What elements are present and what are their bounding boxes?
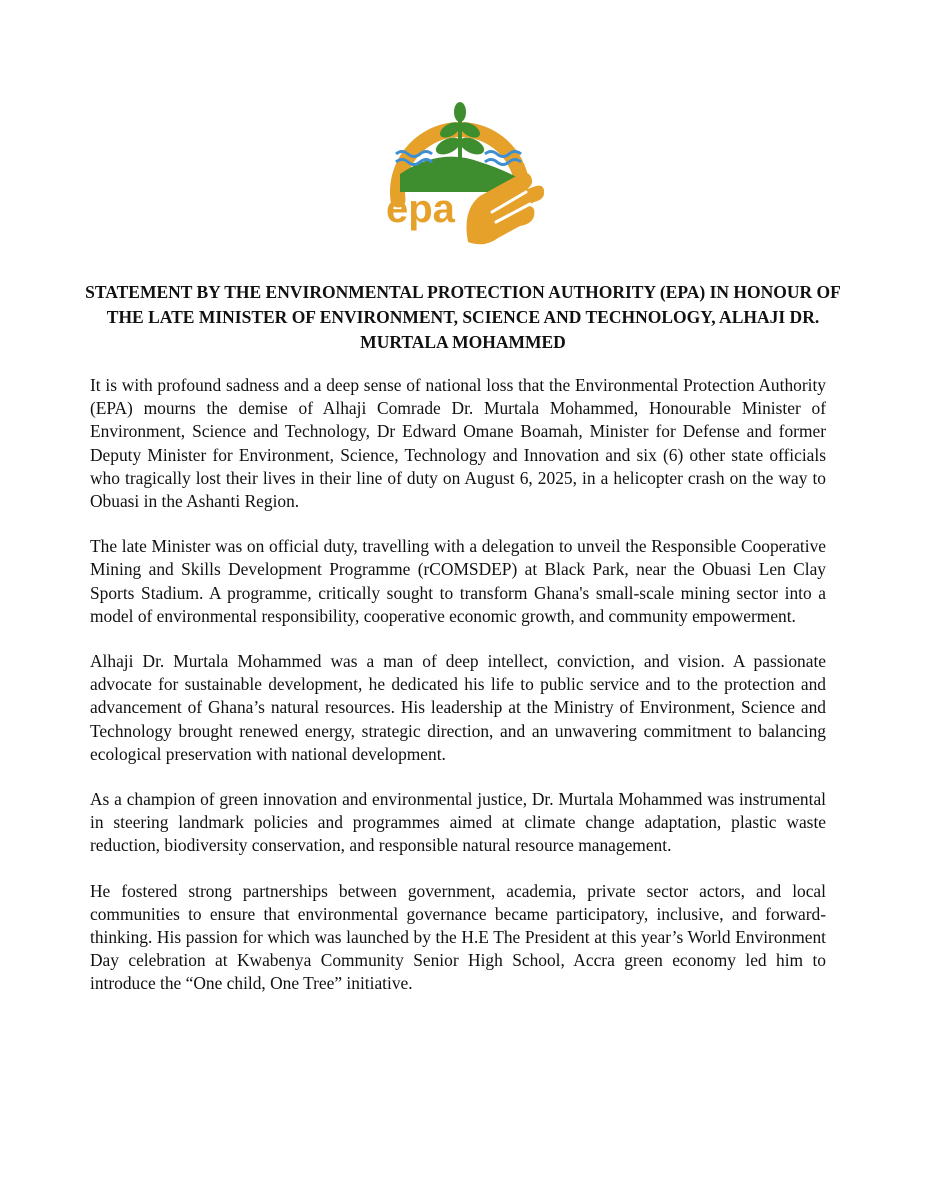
- logo-wordmark: epa: [386, 187, 455, 231]
- paragraph-4: As a champion of green innovation and environmental justice, Dr. Murtala Mohammed was instrumental in steering landmark policies and programmes aimed at climate change adaptation, plastic waste reduction, biodiversity conservation, and responsible natural resource management.: [90, 789, 826, 856]
- paragraph-2: The late Minister was on official duty, travelling with a delegation to unveil the Responsible Cooperative Mining and Skills Development Programme (rCOMSDEP) at Black Park, near the Obuasi Len Clay Sports Stadium. A programme, critically sought to transform Ghana's small-scale mining sector into a model of environmental responsibility, cooperative economic growth, and community empowerment.: [90, 536, 826, 626]
- epa-logo-icon: [370, 92, 550, 262]
- statement-body: [90, 374, 826, 1018]
- paragraph-5: He fostered strong partnerships between government, academia, private sector actors, and local communities to ensure that environmental governance became participatory, inclusive, and forward-thinking. His passion for which was launched by the H.E The President at this year’s World Environment Day celebration at Kwabenya Community Senior High School, Accra green economy led him to introduce the “One child, One Tree” initiative.: [90, 880, 826, 994]
- paragraph-1: It is with profound sadness and a deep sense of national loss that the Environmental Protection Authority (EPA) mourns the demise of Alhaji Comrade Dr. Murtala Mohammed, Honourable Minister of Environment, Science and Technology, Dr Edward Omane Boamah, Minister for Defense and former Deputy Minister for Environment, Science, Technology and Innovation and six (6) other state officials who tragically lost their lives in their line of duty on August 6, 2025, in a helicopter crash on the way to Obuasi in the Ashanti Region.: [90, 375, 826, 512]
- epa-logo: [370, 92, 550, 262]
- statement-title: STATEMENT BY THE ENVIRONMENTAL PROTECTION AUTHORITY (EPA) IN HONOUR OF THE LATE MINISTER OF ENVIRONMENT, SCIENCE AND TECHNOLOGY, ALHAJI DR. MURTALA MOHAMMED: [85, 282, 841, 352]
- paragraph-3: Alhaji Dr. Murtala Mohammed was a man of deep intellect, conviction, and vision. A passionate advocate for sustainable development, he dedicated his life to public service and to the protection and advancement of Ghana’s natural resources. His leadership at the Ministry of Environment, Science and Technology brought renewed energy, strategic direction, and an unwavering commitment to balancing ecological preservation with national development.: [90, 651, 826, 764]
